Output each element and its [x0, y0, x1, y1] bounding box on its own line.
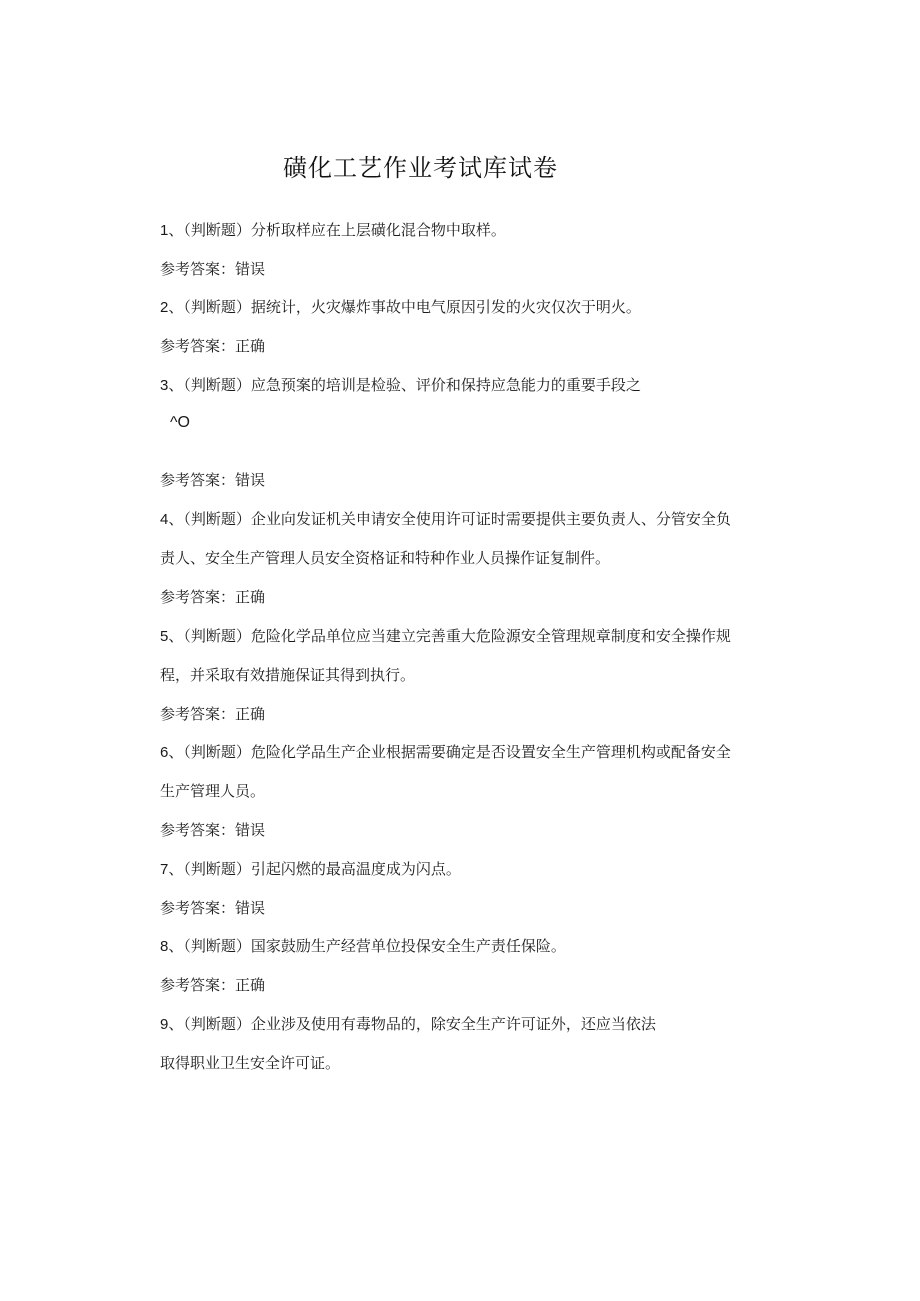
question-6-continuation: 生产管理人员。: [160, 782, 266, 800]
question-separator: 、: [168, 743, 184, 761]
question-text: 国家鼓励生产经营单位投保安全生产责任保险。: [250, 937, 566, 955]
answer-value: 错误: [235, 471, 266, 489]
answer-label: 参考答案：: [160, 588, 236, 606]
answer-value: 正确: [235, 588, 266, 606]
answer-8: [160, 974, 265, 995]
answer-label: 参考答案：: [160, 899, 236, 917]
answer-value: 正确: [235, 976, 266, 994]
question-separator: 、: [168, 298, 184, 316]
question-2: [160, 296, 641, 317]
answer-value: 错误: [235, 260, 266, 278]
answer-value: 错误: [235, 899, 266, 917]
question-text: 危险化学品生产企业根据需要确定是否设置安全生产管理机构或配备安全: [250, 743, 731, 761]
answer-value: 正确: [235, 337, 266, 355]
question-text: 应急预案的培训是检验、评价和保持应急能力的重要手段之: [250, 376, 641, 394]
question-number: 4: [160, 511, 169, 528]
answer-1: [160, 258, 265, 279]
question-1: [160, 219, 506, 240]
question-number: 7: [160, 861, 169, 878]
question-number: 1: [160, 222, 169, 239]
answer-label: 参考答案：: [160, 260, 236, 278]
question-type: （判断题）: [183, 510, 251, 528]
answer-label: 参考答案：: [160, 976, 236, 994]
question-text: 分析取样应在上层磺化混合物中取样。: [250, 221, 506, 239]
answer-3: [160, 469, 265, 490]
question-4: [160, 508, 731, 529]
answer-label: 参考答案：: [160, 337, 236, 355]
question-5-continuation: 程，并采取有效措施保证其得到执行。: [160, 666, 416, 684]
answer-4: [160, 586, 265, 607]
question-8: [160, 935, 566, 956]
question-3: [160, 374, 641, 395]
page-title: 磺化工艺作业考试库试卷: [283, 154, 558, 182]
question-separator: 、: [168, 376, 184, 394]
question-number: 3: [160, 377, 169, 394]
question-9: [160, 1013, 656, 1034]
question-type: （判断题）: [183, 376, 251, 394]
question-6: [160, 741, 731, 762]
question-text: 企业涉及使用有毒物品的，除安全生产许可证外，还应当依法: [250, 1015, 656, 1033]
question-3-continuation: ^O: [170, 414, 190, 431]
question-text: 据统计，火灾爆炸事故中电气原因引发的火灾仅次于明火。: [250, 298, 641, 316]
question-type: （判断题）: [183, 298, 251, 316]
answer-5: [160, 703, 265, 724]
answer-6: [160, 819, 265, 840]
answer-2: [160, 335, 265, 356]
question-separator: 、: [168, 627, 184, 645]
question-type: （判断题）: [183, 627, 251, 645]
question-text: 引起闪燃的最高温度成为闪点。: [250, 860, 461, 878]
question-number: 9: [160, 1016, 169, 1033]
question-separator: 、: [168, 937, 184, 955]
answer-label: 参考答案：: [160, 821, 236, 839]
answer-label: 参考答案：: [160, 471, 236, 489]
answer-value: 错误: [235, 821, 266, 839]
question-number: 6: [160, 744, 169, 761]
question-type: （判断题）: [183, 743, 251, 761]
question-4-continuation: 责人、安全生产管理人员安全资格证和特种作业人员操作证复制件。: [160, 549, 611, 567]
question-type: （判断题）: [183, 860, 251, 878]
question-type: （判断题）: [183, 937, 251, 955]
question-7: [160, 858, 461, 879]
question-separator: 、: [168, 510, 184, 528]
question-text: 危险化学品单位应当建立完善重大危险源安全管理规章制度和安全操作规: [250, 627, 731, 645]
question-text: 企业向发证机关申请安全使用许可证时需要提供主要负责人、分管安全负: [250, 510, 731, 528]
answer-7: [160, 897, 265, 918]
question-separator: 、: [168, 860, 184, 878]
answer-label: 参考答案：: [160, 705, 236, 723]
question-type: （判断题）: [183, 221, 251, 239]
question-9-continuation: 取得职业卫生安全许可证。: [160, 1054, 341, 1072]
question-number: 2: [160, 299, 169, 316]
question-separator: 、: [168, 1015, 184, 1033]
question-number: 8: [160, 938, 169, 955]
answer-value: 正确: [235, 705, 266, 723]
question-type: （判断题）: [183, 1015, 251, 1033]
question-separator: 、: [168, 221, 184, 239]
question-5: [160, 625, 731, 646]
question-number: 5: [160, 628, 169, 645]
